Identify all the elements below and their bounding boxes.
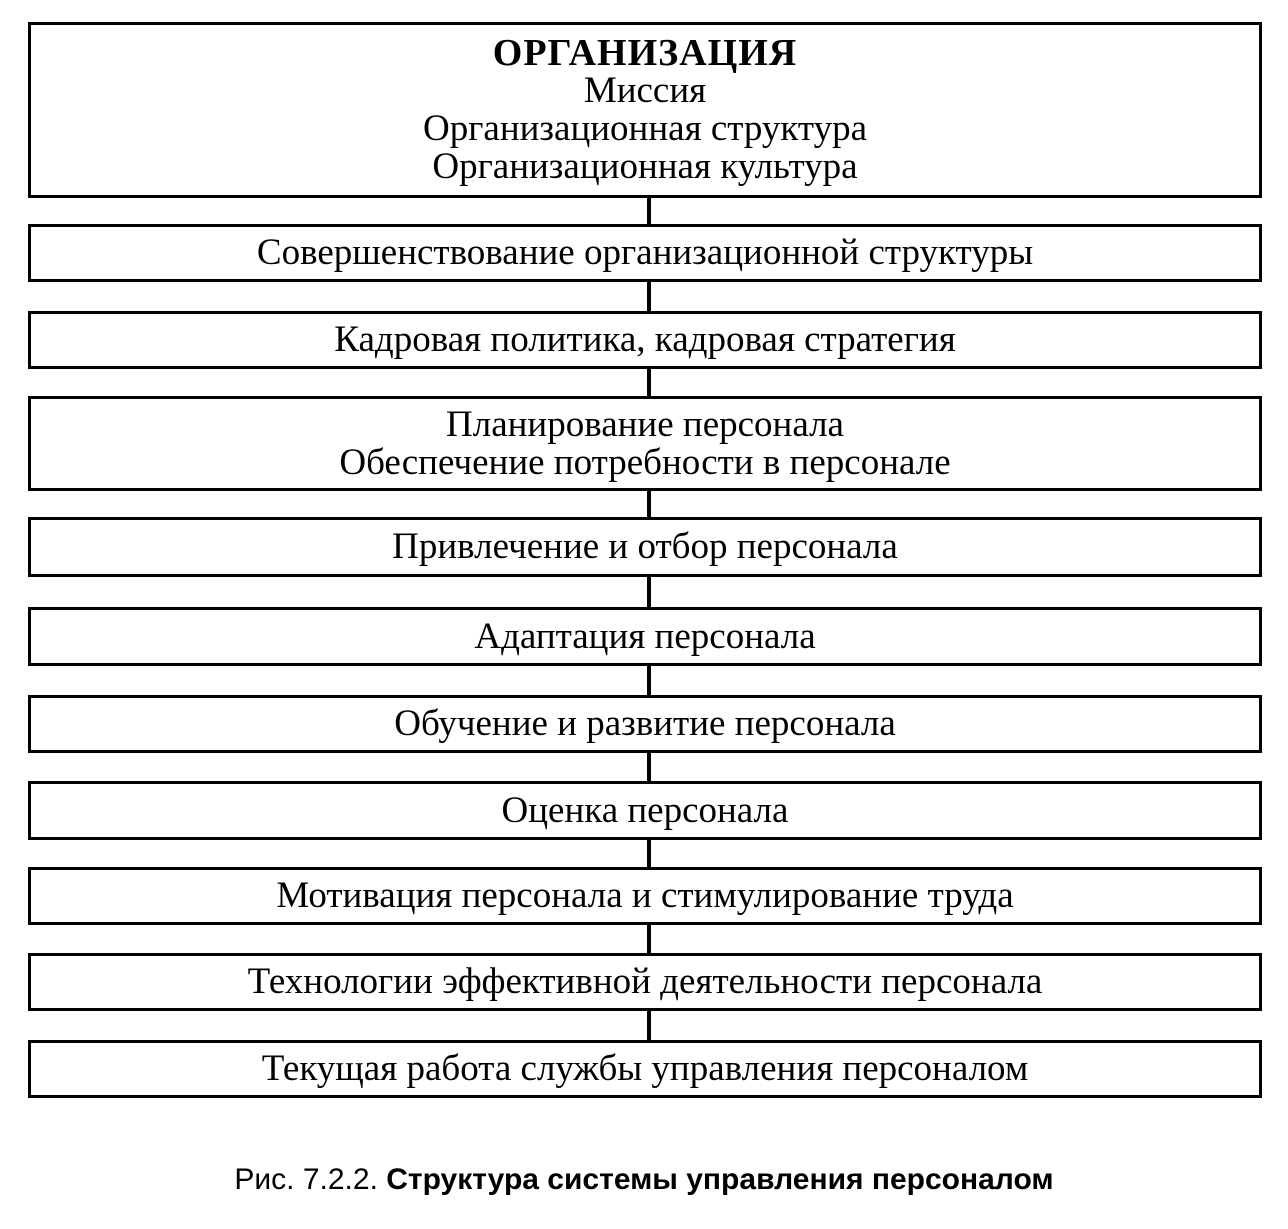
connector-line: [647, 198, 651, 224]
stage-label: Обеспечение потребности в персонале: [339, 441, 951, 483]
stage-label: Планирование персонала: [446, 403, 844, 445]
organization-box: [28, 22, 1262, 198]
stage-label: Совершенствование организационной структуры: [256, 232, 1034, 273]
organization-title: ОРГАНИЗАЦИЯ: [492, 32, 798, 74]
stage-box-10: [28, 1040, 1262, 1098]
stage-box-3: [28, 396, 1262, 491]
organization-culture: Организационная культура: [432, 146, 858, 187]
stage-label: Привлечение и отбор персонала: [392, 526, 898, 567]
connector-line: [647, 369, 651, 396]
figure-title: Структура системы управления персоналом: [386, 1163, 1054, 1196]
stage-box-2: [28, 311, 1262, 369]
connector-line: [647, 840, 651, 867]
stage-box-8: [28, 867, 1262, 925]
figure-number: Рис. 7.2.2.: [234, 1163, 378, 1196]
stage-box-6: [28, 695, 1262, 753]
connector-line: [647, 666, 651, 695]
connector-line: [647, 925, 651, 953]
figure-caption: [0, 1162, 1288, 1198]
connector-line: [647, 282, 651, 311]
stage-label: Текущая работа службы управления персоналом: [261, 1048, 1029, 1089]
stage-label: Адаптация персонала: [474, 615, 816, 657]
stage-label: Мотивация персонала и стимулирование труда: [276, 875, 1014, 916]
connector-line: [647, 1011, 651, 1040]
organization-structure: Организационная структура: [423, 108, 867, 149]
stage-box-5: [28, 607, 1262, 666]
stage-label: Кадровая политика, кадровая стратегия: [334, 319, 956, 360]
stage-label: Обучение и развитие персонала: [394, 703, 896, 744]
organization-mission: Миссия: [583, 70, 707, 111]
stage-box-4: [28, 517, 1262, 577]
stage-box-9: [28, 953, 1262, 1011]
stage-label: Технологии эффективной деятельности персонала: [247, 961, 1043, 1002]
stage-label: Оценка персонала: [501, 789, 789, 831]
connector-line: [647, 577, 651, 607]
connector-line: [647, 753, 651, 781]
stage-box-7: [28, 781, 1262, 840]
connector-line: [647, 491, 651, 517]
stage-box-1: [28, 224, 1262, 282]
